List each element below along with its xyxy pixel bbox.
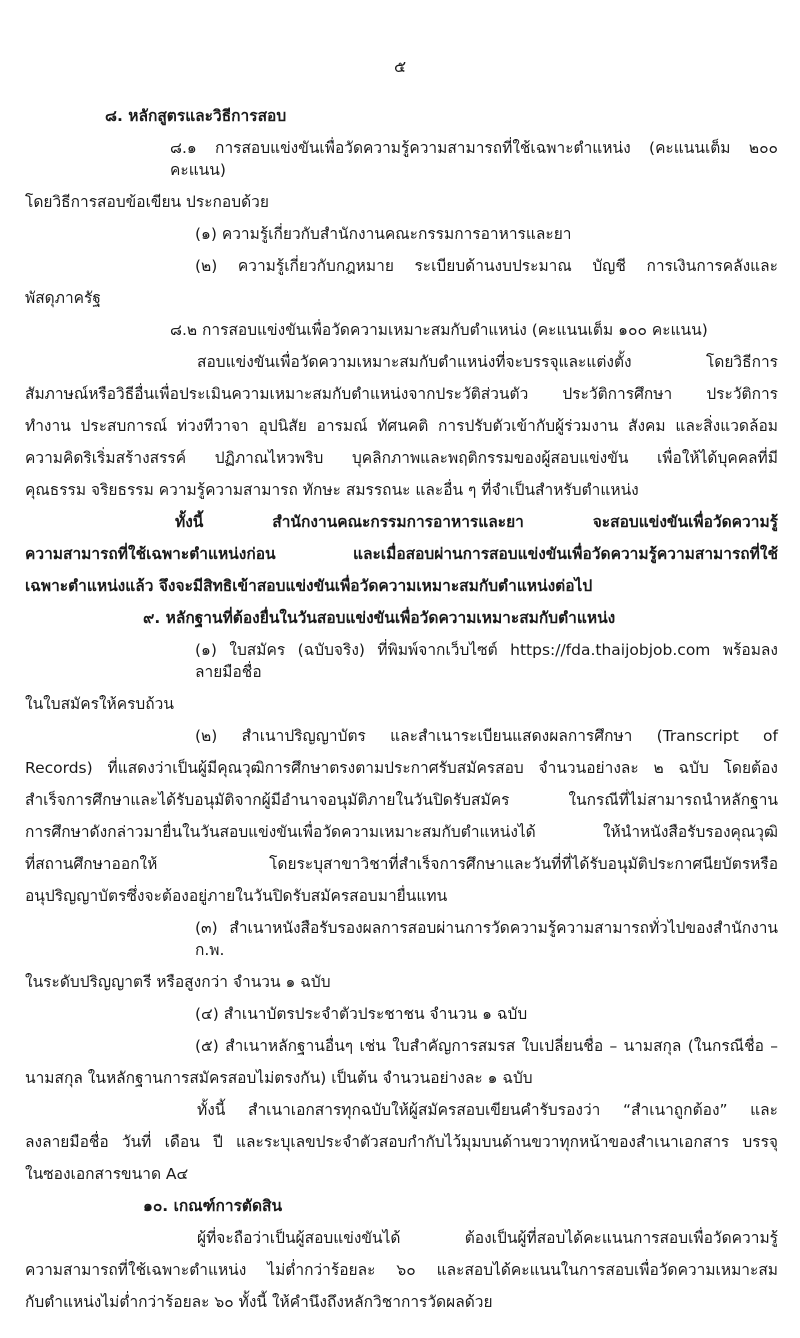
- para: อนุปริญญาบัตรซึ่งจะต้องอยู่ภายในวันปิดรับสมัครสอบมายื่นแทน: [25, 887, 448, 905]
- document-body: [0, 100, 800, 1338]
- para: ที่สถานศึกษาออกให้ โดยระบุสาขาวิชาที่สำเร็จการศึกษาและวันที่ที่ได้รับอนุมัติประกาศนียบัตรหรือ: [25, 855, 778, 873]
- list-item: (๓) สำเนาหนังสือรับรองผลการสอบผ่านการวัดความรู้ความสามารถทั่วไปของสำนักงาน ก.พ.: [195, 919, 778, 959]
- para: ในระดับปริญญาตรี หรือสูงกว่า จำนวน ๑ ฉบับ: [25, 973, 331, 991]
- list-item: (๕) สำเนาหลักฐานอื่นๆ เช่น ใบสำคัญการสมรส ใบเปลี่ยนชื่อ – นามสกุล (ในกรณีชื่อ –: [195, 1037, 778, 1055]
- list-item: (๑) ความรู้เกี่ยวกับสำนักงานคณะกรรมการอาหารและยา: [195, 225, 572, 243]
- list-item: (๒) สำเนาปริญญาบัตร และสำเนาระเบียนแสดงผลการศึกษา (Transcript of: [195, 727, 778, 745]
- para: Records) ที่แสดงว่าเป็นผู้มีคุณวุฒิการศึกษาตรงตามประกาศรับสมัครสอบ จำนวนอย่างละ ๒ ฉบับ โดยต้อง: [25, 759, 778, 777]
- para: ลงลายมือชื่อ วันที่ เดือน ปี และระบุเลขประจำตัวสอบกำกับไว้มุมบนด้านขวาทุกหน้าของสำเนาเอกสาร บรรจุ: [25, 1133, 778, 1151]
- para: โดยวิธีการสอบข้อเขียน ประกอบด้วย: [25, 193, 269, 211]
- list-item: (๔) สำเนาบัตรประจำตัวประชาชน จำนวน ๑ ฉบับ: [195, 1005, 528, 1023]
- para: กับตำแหน่งไม่ต่ำกว่าร้อยละ ๖๐ ทั้งนี้ ให้คำนึงถึงหลักวิชาการวัดผลด้วย: [25, 1293, 493, 1311]
- subsection-8-2: ๘.๒ การสอบแข่งขันเพื่อวัดความเหมาะสมกับตำแหน่ง (คะแนนเต็ม ๑๐๐ คะแนน): [170, 321, 708, 339]
- bold-note: ความสามารถที่ใช้เฉพาะตำแหน่งก่อน และเมื่อสอบผ่านการสอบแข่งขันเพื่อวัดความรู้ความสามารถที่ใช้: [25, 545, 778, 563]
- para: ในใบสมัครให้ครบถ้วน: [25, 695, 174, 713]
- para: สำเร็จการศึกษาและได้รับอนุมัติจากผู้มีอำนาจอนุมัติภายในวันปิดรับสมัคร ในกรณีที่ไม่สามารถนำหลักฐาน: [25, 791, 778, 809]
- para: ผู้ที่จะถือว่าเป็นผู้สอบแข่งขันได้ ต้องเป็นผู้ที่สอบได้คะแนนการสอบเพื่อวัดความรู้: [197, 1229, 778, 1247]
- section-10-heading: ๑๐. เกณฑ์การตัดสิน: [143, 1197, 283, 1215]
- para: พัสดุภาครัฐ: [25, 289, 101, 307]
- para: ทั้งนี้ สำเนาเอกสารทุกฉบับให้ผู้สมัครสอบเขียนคำรับรองว่า “สำเนาถูกต้อง” และ: [197, 1101, 778, 1119]
- section-8-heading: ๘. หลักสูตรและวิธีการสอบ: [105, 107, 287, 125]
- para: ในซองเอกสารขนาด A๔: [25, 1165, 189, 1183]
- para: ๘.๑ การสอบแข่งขันเพื่อวัดความรู้ความสามารถที่ใช้เฉพาะตำแหน่ง (คะแนนเต็ม ๒๐๐ คะแนน): [170, 139, 778, 179]
- para: ความคิดริเริ่มสร้างสรรค์ ปฏิภาณไหวพริบ บุคลิกภาพและพฤติกรรมของผู้สอบแข่งขัน เพื่อให้ได้บุคคลที่มี: [25, 449, 778, 467]
- bold-note: ทั้งนี้ สำนักงานคณะกรรมการอาหารและยา จะสอบแข่งขันเพื่อวัดความรู้: [175, 513, 778, 531]
- para: นามสกุล ในหลักฐานการสมัครสอบไม่ตรงกัน) เป็นต้น จำนวนอย่างละ ๑ ฉบับ: [25, 1069, 533, 1087]
- para: การศึกษาดังกล่าวมายื่นในวันสอบแข่งขันเพื่อวัดความเหมาะสมกับตำแหน่งได้ ให้นำหนังสือรับรองคุณวุฒิ: [25, 823, 778, 841]
- section-9-heading: ๙. หลักฐานที่ต้องยื่นในวันสอบแข่งขันเพื่อวัดความเหมาะสมกับตำแหน่ง: [143, 609, 616, 627]
- list-item: (๑) ใบสมัคร (ฉบับจริง) ที่พิมพ์จากเว็บไซต์ https://fda.thaijobjob.com พร้อมลงลายมือชื่อ: [195, 641, 778, 681]
- para: สัมภาษณ์หรือวิธีอื่นเพื่อประเมินความเหมาะสมกับตำแหน่งจากประวัติส่วนตัว ประวัติการศึกษา ประวัติการ: [25, 385, 778, 403]
- page-number: ๕: [393, 57, 407, 76]
- para: ทำงาน ประสบการณ์ ท่วงทีวาจา อุปนิสัย อารมณ์ ทัศนคติ การปรับตัวเข้ากับผู้ร่วมงาน สังคม และสิ่งแวดล้อม: [25, 417, 778, 435]
- list-item: (๒) ความรู้เกี่ยวกับกฎหมาย ระเบียบด้านงบประมาณ บัญชี การเงินการคลังและ: [195, 257, 778, 275]
- para: สอบแข่งขันเพื่อวัดความเหมาะสมกับตำแหน่งที่จะบรรจุและแต่งตั้ง โดยวิธีการ: [197, 353, 778, 371]
- para: คุณธรรม จริยธรรม ความรู้ความสามารถ ทักษะ สมรรถนะ และอื่น ๆ ที่จำเป็นสำหรับตำแหน่ง: [25, 481, 639, 499]
- bold-note: เฉพาะตำแหน่งแล้ว จึงจะมีสิทธิเข้าสอบแข่งขันเพื่อวัดความเหมาะสมกับตำแหน่งต่อไป: [25, 577, 593, 595]
- para: ความสามารถที่ใช้เฉพาะตำแหน่ง ไม่ต่ำกว่าร้อยละ ๖๐ และสอบได้คะแนนในการสอบเพื่อวัดความเหมาะสม: [25, 1261, 778, 1279]
